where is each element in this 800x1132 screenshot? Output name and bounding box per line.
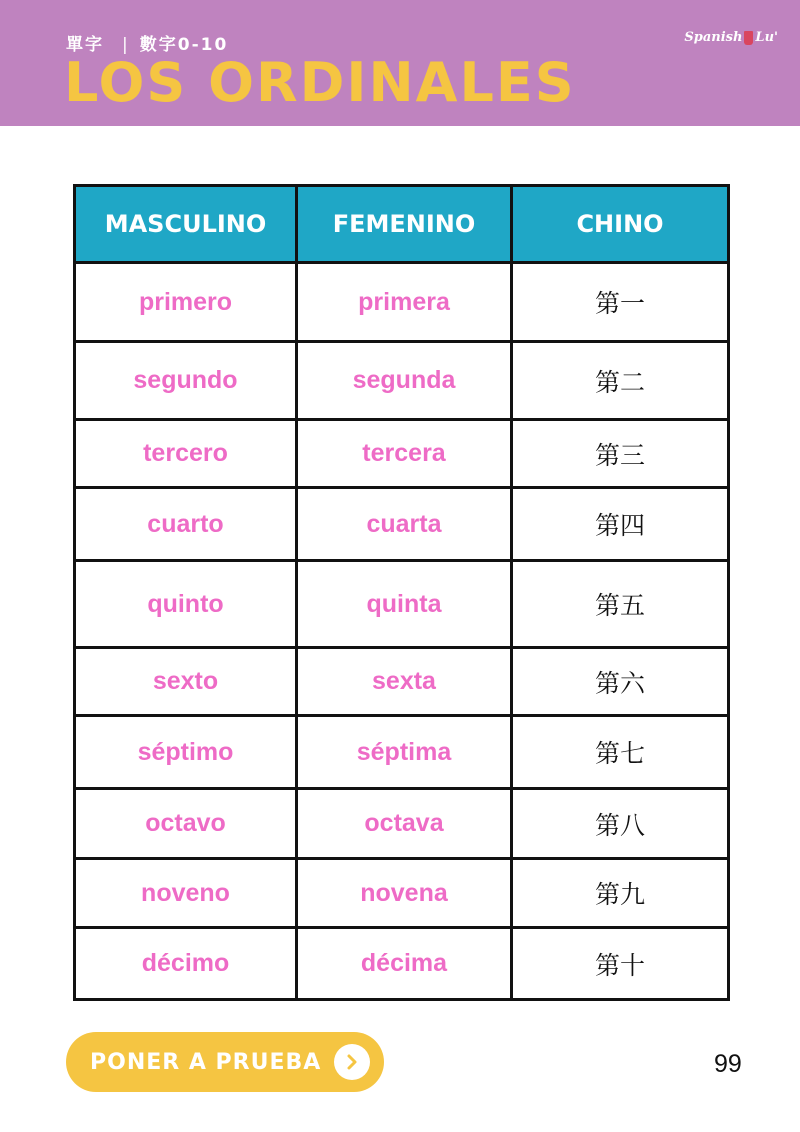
masculine-cell: tercero [75, 420, 297, 488]
subtitle-separator: | [122, 35, 130, 55]
logo-text-right: Lu' [755, 30, 778, 45]
page-number: 99 [714, 1050, 742, 1078]
subtitle-topic: 數字0-10 [139, 35, 229, 55]
masculine-cell: noveno [75, 859, 297, 928]
masculine-cell: primero [75, 263, 297, 342]
chinese-cell: 第八 [512, 789, 729, 859]
table-row [75, 716, 729, 789]
masculine-cell: segundo [75, 342, 297, 420]
feminine-cell: primera [297, 263, 512, 342]
feminine-cell: octava [297, 789, 512, 859]
feminine-cell: cuarta [297, 488, 512, 561]
ordinals-table [73, 184, 730, 1001]
column-header-masculino: MASCULINO [75, 186, 297, 263]
feminine-cell: sexta [297, 648, 512, 716]
masculine-cell: séptimo [75, 716, 297, 789]
table-row [75, 342, 729, 420]
chevron-right-icon [334, 1044, 370, 1080]
chinese-cell: 第六 [512, 648, 729, 716]
chinese-cell: 第四 [512, 488, 729, 561]
poner-a-prueba-button[interactable] [66, 1032, 384, 1092]
masculine-cell: quinto [75, 561, 297, 648]
chinese-cell: 第九 [512, 859, 729, 928]
feminine-cell: novena [297, 859, 512, 928]
chinese-cell: 第七 [512, 716, 729, 789]
chinese-cell: 第十 [512, 928, 729, 1000]
table-row [75, 420, 729, 488]
cup-icon [744, 31, 753, 45]
feminine-cell: séptima [297, 716, 512, 789]
chinese-cell: 第三 [512, 420, 729, 488]
quiz-button-label: PONER A PRUEBA [90, 1049, 322, 1075]
table-row [75, 488, 729, 561]
page-title: LOS ORDINALES [64, 51, 576, 114]
masculine-cell: octavo [75, 789, 297, 859]
feminine-cell: quinta [297, 561, 512, 648]
brand-logo [684, 30, 778, 45]
table-header-row [75, 186, 729, 263]
subtitle-category: 單字 [66, 35, 104, 55]
feminine-cell: segunda [297, 342, 512, 420]
table-row [75, 648, 729, 716]
chinese-cell: 第五 [512, 561, 729, 648]
feminine-cell: tercera [297, 420, 512, 488]
chinese-cell: 第一 [512, 263, 729, 342]
column-header-femenino: FEMENINO [297, 186, 512, 263]
page-header [0, 0, 800, 126]
table-row [75, 263, 729, 342]
table-row [75, 928, 729, 1000]
table-row [75, 859, 729, 928]
chinese-cell: 第二 [512, 342, 729, 420]
masculine-cell: décimo [75, 928, 297, 1000]
feminine-cell: décima [297, 928, 512, 1000]
masculine-cell: sexto [75, 648, 297, 716]
table-row [75, 789, 729, 859]
column-header-chino: CHINO [512, 186, 729, 263]
masculine-cell: cuarto [75, 488, 297, 561]
logo-text-left: Spanish [684, 30, 743, 45]
table-row [75, 561, 729, 648]
